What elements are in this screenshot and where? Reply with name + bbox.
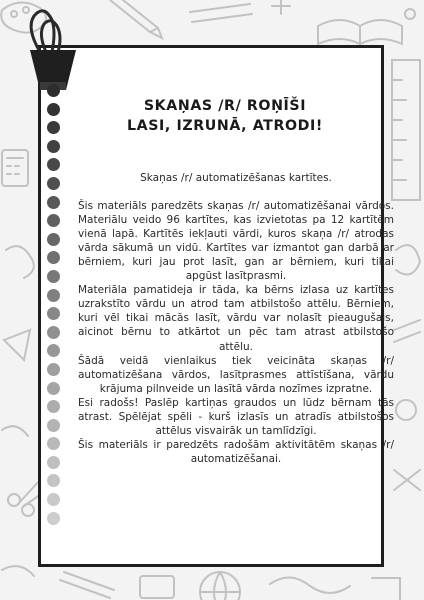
spiral-hole [47,214,60,227]
paragraph-4: Esi radošs! Paslēp kartiņas graudos un lūdz bērnam tās atrast. Spēlējat spēli - kurš izlasīs un atradīs atbilstošos attēlus visvairāk un tamlīdzīgi. [78,396,394,437]
spiral-hole [47,363,60,376]
spiral-hole [47,270,60,283]
spiral-hole [47,382,60,395]
spiral-hole [47,84,60,97]
spiral-hole [47,419,60,432]
document-body [78,171,394,466]
paragraph-1: Šis materiāls paredzēts skaņas /r/ automatizēšanai vārdos. Materiālu veido 96 kartītes, kas izvietotas pa 12 kartītēm vienā lapā. Kartītēs iekļauti vārdi, kuros skaņa /r/ atrodas vārda sākumā un vidū. Kartītes var izmantot gan darbā ar bērniem, kuri jau prot lasīt, gan ar bērniem, kuri tikai apgūst lasītprasmi. [78,200,394,283]
spiral-hole [47,326,60,339]
spiral-hole [47,307,60,320]
spiral-hole [47,493,60,506]
spiral-hole [47,177,60,190]
spiral-hole [47,512,60,525]
spiral-hole [47,251,60,264]
calculator-doodle [2,150,28,186]
book-doodle [318,20,402,44]
spiral-hole [47,196,60,209]
paragraph-2: Materiāla pamatideja ir tāda, ka bērns izlasa uz kartītes uzrakstīto vārdu un atrod tam atbilstošo attēlu. Bērniem, kuri vēl tikai mācās lasīt, vārdu var nolasīt pieaugušais, aicinot bērnu to atkārtot un pēc tam atrast atbilstošo attēlu. [78,284,394,353]
spiral-hole [47,456,60,469]
document-subtitle: Skaņas /r/ automatizēšanas kartītes. [140,172,332,184]
paragraph-3: Šādā veidā vienlaikus tiek veicināta skaņas /r/ automatizēšana vārdos, lasītprasmes attīstīšana, vārdu krājuma pilnveide un lasītā vārda nozīmes izpratne. [78,354,394,395]
spiral-hole [47,289,60,302]
ruler-doodle [392,60,420,200]
spiral-holes [47,84,61,530]
spiral-hole [47,400,60,413]
spiral-hole [47,121,60,134]
spiral-hole [47,103,60,116]
spiral-hole [47,140,60,153]
spiral-hole [47,233,60,246]
spiral-hole [47,474,60,487]
globe-doodle [200,572,240,600]
spiral-hole [47,158,60,171]
spiral-hole [47,437,60,450]
spiral-hole [47,344,60,357]
pencil-doodle [110,0,252,38]
title-line-1: SKAŅAS /R/ ROŅĪŠI [143,98,307,114]
title-line-2: LASI, IZRUNĀ, ATRODI! [127,118,323,134]
paragraph-5: Šis materiāls ir paredzēts radošām aktivitātēm skaņas /r/ automatizēšanai. [78,438,394,465]
document-title [60,96,390,136]
